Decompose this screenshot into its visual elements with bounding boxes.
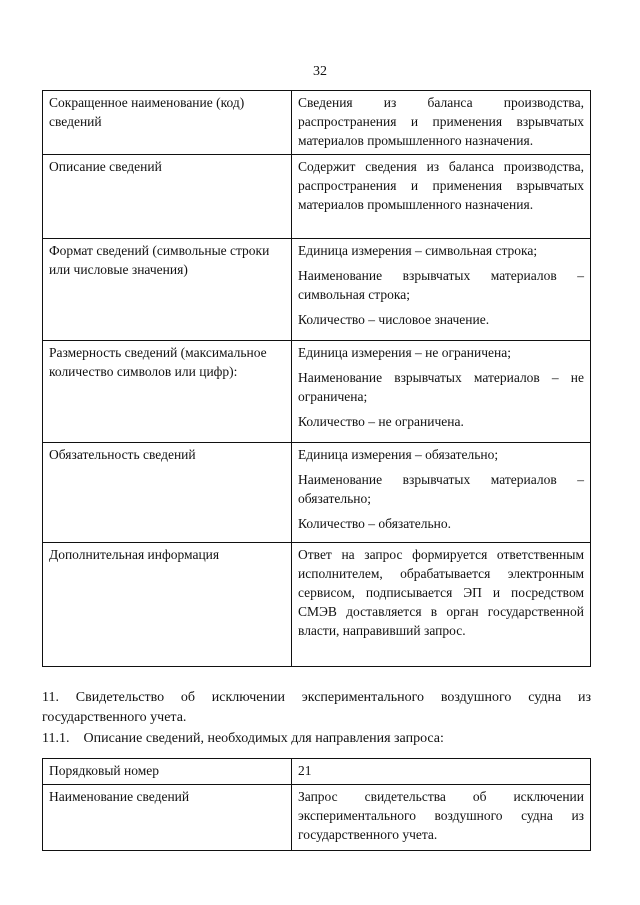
- value-paragraph: Количество – не ограничена.: [298, 414, 464, 429]
- table-row: [43, 443, 591, 543]
- value-paragraph: Наименование взрывчатых материалов – обязательно;: [298, 472, 584, 506]
- request-table: [42, 758, 591, 851]
- row-value: [292, 91, 591, 155]
- value-paragraph: Ответ на запрос формируется ответственным исполнителем, обрабатывается электронным сервисом, подписывается ЭП и посредством СМЭВ доставляется в орган государственной власти, направивший запрос.: [298, 547, 584, 638]
- row-value: [292, 785, 591, 851]
- row-value: [292, 543, 591, 667]
- page-number: 32: [313, 64, 327, 79]
- table-row: [43, 239, 591, 341]
- value-paragraph: Единица измерения – символьная строка;: [298, 243, 538, 258]
- value-paragraph: Наименование взрывчатых материалов – символьная строка;: [298, 268, 584, 302]
- row-value: [292, 443, 591, 543]
- row-label: Наименование сведений: [43, 785, 292, 851]
- table-row: [43, 785, 591, 851]
- value-paragraph: Количество – обязательно.: [298, 516, 452, 531]
- row-value: [292, 239, 591, 341]
- value-paragraph: Единица измерения – не ограничена;: [298, 345, 512, 360]
- row-label: Обязательность сведений: [43, 443, 292, 543]
- table-row: [43, 543, 591, 667]
- row-value: [292, 341, 591, 443]
- value-paragraph: Запрос свидетельства об исключении экспериментального воздушного судна из государственного учета.: [298, 789, 584, 842]
- table-row: [43, 155, 591, 239]
- row-label: Размерность сведений (максимальное количество символов или цифр):: [43, 341, 292, 443]
- row-label: Сокращенное наименование (код) сведений: [43, 91, 292, 155]
- value-paragraph: 21: [298, 763, 312, 778]
- value-paragraph: Сведения из баланса производства, распространения и применения взрывчатых материалов промышленного назначения.: [298, 95, 584, 148]
- subsection-heading: 11.1. Описание сведений, необходимых для направления запроса:: [42, 731, 444, 746]
- table-row: [43, 91, 591, 155]
- value-paragraph: Содержит сведения из баланса производства, распространения и применения взрывчатых материалов промышленного назначения.: [298, 159, 584, 212]
- row-value: [292, 759, 591, 785]
- row-value: [292, 155, 591, 239]
- value-paragraph: Количество – числовое значение.: [298, 312, 490, 327]
- table-row: [43, 759, 591, 785]
- section-heading: 11. Свидетельство об исключении экспериментального воздушного судна из государственного учета.: [42, 690, 591, 725]
- value-paragraph: Единица измерения – обязательно;: [298, 447, 499, 462]
- row-label: Дополнительная информация: [43, 543, 292, 667]
- information-table: [42, 90, 591, 667]
- row-label: Формат сведений (символьные строки или числовые значения): [43, 239, 292, 341]
- value-paragraph: Наименование взрывчатых материалов – не ограничена;: [298, 370, 584, 404]
- row-label: Описание сведений: [43, 155, 292, 239]
- table-row: [43, 341, 591, 443]
- row-label: Порядковый номер: [43, 759, 292, 785]
